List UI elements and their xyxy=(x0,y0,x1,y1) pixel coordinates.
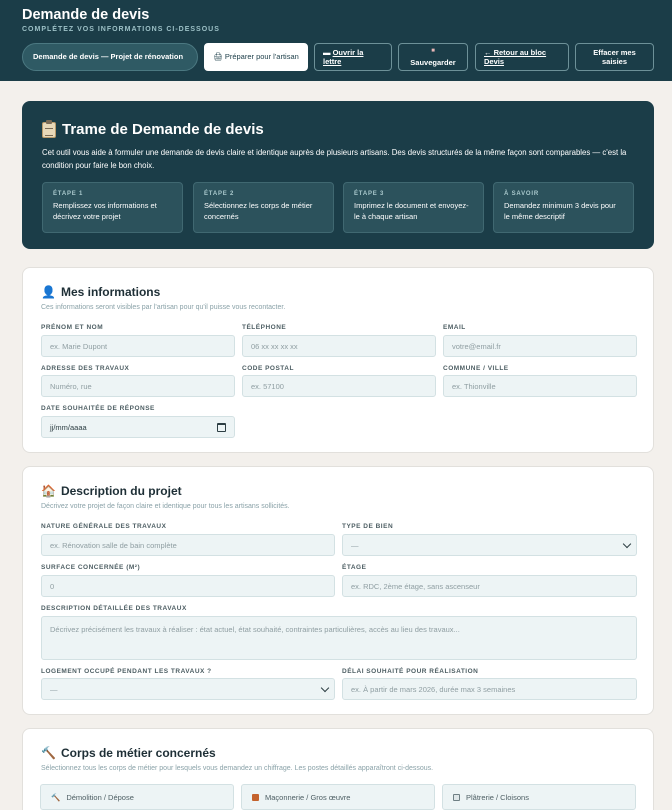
step-card-2 xyxy=(193,182,334,233)
project-pill: Demande de devis — Projet de rénovation xyxy=(22,43,198,71)
address-input[interactable]: Numéro, rue xyxy=(41,375,235,397)
step-label: ÉTAPE 2 xyxy=(204,191,235,197)
letter-icon: ▬ xyxy=(323,47,331,57)
step-card-tip xyxy=(493,182,634,233)
delay-label: DÉLAI SOUHAITÉ POUR RÉALISATION xyxy=(342,668,479,675)
city-label: COMMUNE / VILLE xyxy=(443,365,509,372)
surface-input[interactable]: 0 xyxy=(41,575,335,597)
hammer-icon: 🔨 xyxy=(51,792,61,802)
infos-heading xyxy=(41,285,160,299)
address-label: ADRESSE DES TRAVAUX xyxy=(41,365,130,372)
project-heading xyxy=(41,484,182,498)
step-label: ÉTAPE 1 xyxy=(53,191,84,197)
trade-label: Maçonnerie / Gros œuvre xyxy=(265,792,351,802)
open-letter-button[interactable] xyxy=(314,43,392,71)
step-label: ÉTAPE 3 xyxy=(354,191,385,197)
house-icon: 🏠 xyxy=(41,484,56,498)
trades-title: Corps de métier concernés xyxy=(60,746,216,760)
save-icon: ■ xyxy=(431,48,435,54)
intro-description: Cet outil vous aide à formuler une demande de devis claire et identique auprès de plusieurs artisans. Des devis structurés de la même façon sont comparables — c'est la condition pour faire le bon choix. xyxy=(42,148,627,170)
property-type-value: — xyxy=(351,540,359,550)
brick-icon xyxy=(252,794,259,801)
panel-icon xyxy=(453,794,460,801)
calendar-icon[interactable] xyxy=(217,423,226,432)
infos-section xyxy=(22,267,654,453)
delay-input[interactable]: ex. À partir de mars 2026, durée max 3 semaines xyxy=(342,678,637,700)
trade-label: Plâtrerie / Cloisons xyxy=(466,792,529,802)
open-letter-label: Ouvrir la lettre xyxy=(323,47,364,66)
printer-icon: 🖨 xyxy=(213,52,223,62)
back-button[interactable] xyxy=(475,43,569,71)
nature-label: NATURE GÉNÉRALE DES TRAVAUX xyxy=(41,523,167,530)
print-button[interactable] xyxy=(204,43,308,71)
top-header xyxy=(0,0,672,81)
email-label: EMAIL xyxy=(443,324,466,331)
phone-label: TÉLÉPHONE xyxy=(242,324,287,331)
surface-label: SURFACE CONCERNÉE (M²) xyxy=(41,564,141,571)
intro-card xyxy=(22,101,654,249)
trades-heading xyxy=(41,746,216,760)
intro-title: Trame de Demande de devis xyxy=(62,121,264,138)
phone-input[interactable]: 06 xx xx xx xx xyxy=(242,335,436,357)
name-label: PRÉNOM ET NOM xyxy=(41,324,104,331)
step-text: Sélectionnez les corps de métier concernés xyxy=(204,201,313,221)
trade-option-plaster[interactable] xyxy=(442,784,636,810)
clear-button[interactable] xyxy=(575,43,654,71)
clipboard-icon xyxy=(42,122,56,138)
trade-label: Démolition / Dépose xyxy=(66,792,134,802)
infos-description: Ces informations seront visibles par l'artisan pour qu'il puisse vous recontacter. xyxy=(41,304,286,311)
email-input[interactable]: votre@email.fr xyxy=(443,335,637,357)
project-section xyxy=(22,466,654,715)
occupied-select[interactable] xyxy=(41,678,335,700)
project-description: Décrivez votre projet de façon claire et identique pour tous les artisans sollicités. xyxy=(41,503,290,510)
step-text: Demandez minimum 3 devis pour le même descriptif xyxy=(504,201,616,221)
step-label: À SAVOIR xyxy=(504,191,539,197)
intro-heading xyxy=(42,121,264,138)
print-button-label: Préparer pour l'artisan xyxy=(224,52,299,62)
project-title: Description du projet xyxy=(60,484,182,498)
step-card-3 xyxy=(343,182,484,233)
step-text: Imprimez le document et envoyez-le à chaque artisan xyxy=(354,201,469,221)
trade-option-masonry[interactable] xyxy=(241,784,435,810)
date-value: jj/mm/aaaa xyxy=(50,422,87,432)
person-icon: 👤 xyxy=(41,285,56,299)
back-label: ← Retour au bloc Devis xyxy=(484,47,547,66)
property-type-select[interactable] xyxy=(342,534,637,556)
save-label: Sauvegarder xyxy=(410,57,456,67)
occupied-value: — xyxy=(50,684,58,694)
clear-label: Effacer mes saisies xyxy=(593,47,636,66)
app-subtitle: COMPLÉTEZ VOS INFORMATIONS CI-DESSOUS xyxy=(22,26,220,33)
details-textarea[interactable]: Décrivez précisément les travaux à réaliser : état actuel, état souhaité, contraintes particulières, accès au lieu des travaux... xyxy=(41,616,637,660)
hammer-icon: 🔨 xyxy=(41,746,56,760)
postal-code-input[interactable]: ex. 57100 xyxy=(242,375,436,397)
trade-option-demolition[interactable] xyxy=(40,784,234,810)
details-label: DESCRIPTION DÉTAILLÉE DES TRAVAUX xyxy=(41,605,187,612)
occupied-label: LOGEMENT OCCUPÉ PENDANT LES TRAVAUX ? xyxy=(41,668,212,675)
name-input[interactable]: ex. Marie Dupont xyxy=(41,335,235,357)
step-text: Remplissez vos informations et décrivez votre projet xyxy=(53,201,157,221)
chevron-down-icon xyxy=(623,540,631,548)
date-label: DATE SOUHAITÉE DE RÉPONSE xyxy=(41,405,155,412)
response-date-input[interactable] xyxy=(41,416,235,438)
step-card-1 xyxy=(42,182,183,233)
trades-description: Sélectionnez tous les corps de métier pour lesquels vous demandez un chiffrage. Les postes détaillés apparaîtront ci-dessous. xyxy=(41,765,434,772)
nature-input[interactable]: ex. Rénovation salle de bain complète xyxy=(41,534,335,556)
app-title: Demande de devis xyxy=(22,7,150,23)
infos-title: Mes informations xyxy=(60,285,161,299)
floor-input[interactable]: ex. RDC, 2ème étage, sans ascenseur xyxy=(342,575,637,597)
postal-label: CODE POSTAL xyxy=(242,365,294,372)
floor-label: ÉTAGE xyxy=(342,564,367,571)
property-type-label: TYPE DE BIEN xyxy=(342,523,394,530)
save-button[interactable] xyxy=(398,43,468,71)
chevron-down-icon xyxy=(321,684,329,692)
city-input[interactable]: ex. Thionville xyxy=(443,375,637,397)
